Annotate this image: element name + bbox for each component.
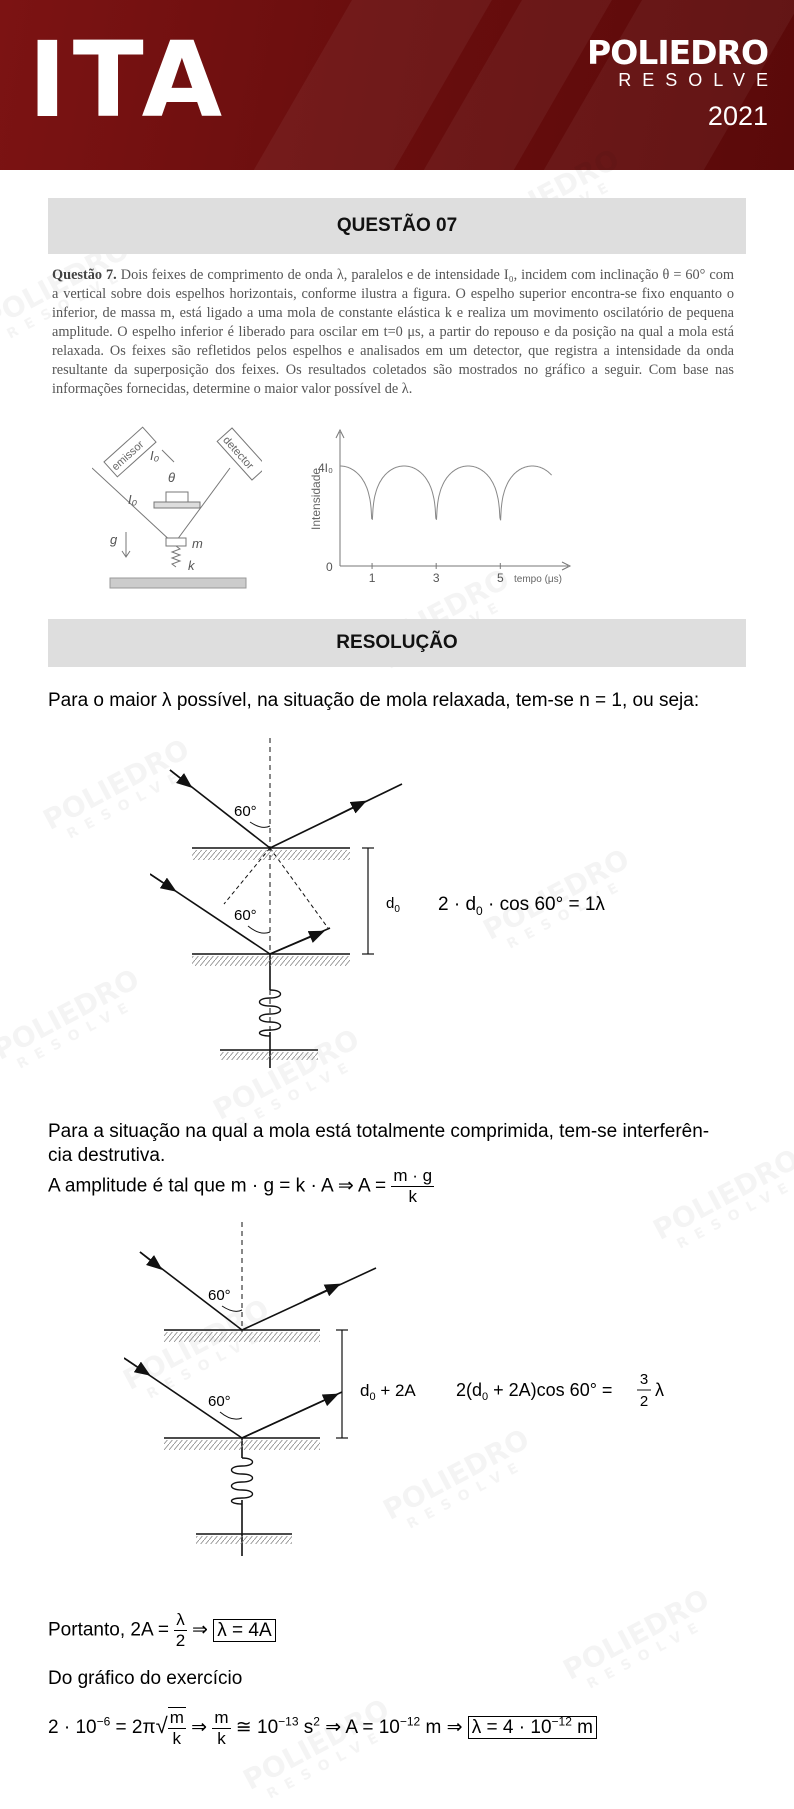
emissor-label: emissor [109, 438, 147, 474]
result-equation: Portanto, 2A = $\frac{\lambda}{2}$ ⇒ λ = 4A [48, 1610, 276, 1651]
intensity-series-line [340, 466, 552, 520]
d0-label: $d_0$ [386, 895, 400, 915]
intensity-chart [300, 426, 580, 586]
question-text [52, 266, 734, 399]
chart-xtick-label: 3 [432, 571, 440, 585]
chart-xlabel: tempo (μs) [514, 574, 562, 585]
chart-xtick-label: 5 [496, 571, 504, 585]
question-apparatus-figure [92, 420, 262, 595]
resolution-paragraph-1: Para o maior λ possível, na situação de mola relaxada, tem-se n = 1, ou seja: [48, 690, 700, 711]
g-label: g [110, 532, 118, 547]
distance-label: $d_0 + 2A$ [360, 1381, 416, 1403]
angle-label-bottom: 60° [208, 1393, 231, 1410]
theta-label: θ [168, 470, 176, 485]
amplitude-equation: A amplitude é tal que m · g = k · A ⇒ A = $\frac{m \cdot g}{k}$ [48, 1166, 433, 1206]
mirror-diagram-relaxed [150, 738, 620, 1078]
watermark [0, 965, 151, 1079]
question-bar: QUESTÃO 07 [48, 198, 746, 254]
final-equation: $2 \cdot 10^{-6} = 2\pi√$ $\frac{m}{k}$ ⇒ $\frac{m}{k}$ ≅ $10^{-13}$ $s^2$ ⇒ $A = 10^{-12}$ m ⇒ $\lambda = 4 \cdot 10^{-12}$ m [48, 1707, 597, 1749]
answer-box: λ = 4A [213, 1619, 275, 1642]
k-label: k [188, 558, 195, 573]
I0-label: I₀ [150, 448, 160, 463]
page-header [0, 0, 794, 170]
question-body: Dois feixes de comprimento de onda λ, paralelos e de intensidade I₀, incidem com inclinação θ = 60° com a vertical sobre dois espelhos horizontais, conforme ilustra a figura. O espelho superior encontra-se fixo enquanto o inferior, de massa m, está ligado a uma mola de constante elástica k e realiza um movimento oscilatório de pequena amplitude. O espelho inferior é liberado para oscilar em t=0 μs, a partir do repouso e da posição na qual a mola está relaxada. Os feixes são refletidos pelos espelhos e analisados em um detector, que registra a intensidade da onda resultante da superposição dos feixes. Os resultados coletados são mostrados no gráfico a seguir. Com base nas informações fornecidas, determine o maior valor possível de λ. [52, 267, 734, 397]
brand-name: POLIEDRO [587, 33, 768, 72]
chart-ytick-0: 0 [326, 560, 333, 574]
angle-label-top: 60° [234, 803, 257, 820]
fraction-den: 2 [639, 1393, 649, 1410]
chart-xtick-label: 1 [368, 571, 376, 585]
angle-label-bottom: 60° [234, 907, 257, 924]
exam-year: 2021 [707, 101, 768, 131]
chart-ytick-max: 4I₀ [318, 461, 333, 475]
question-label: Questão 7. [52, 267, 117, 283]
resolution-paragraph-5: Do gráfico do exercício [48, 1668, 243, 1689]
brand-sub: RESOLVE [618, 70, 779, 90]
mirror-diagram-compressed [124, 1222, 684, 1562]
m-label: m [192, 536, 203, 551]
equation-destructive: $2(d_0 + 2A)\cos$ 60° = [456, 1380, 613, 1403]
angle-label-top: 60° [208, 1287, 231, 1304]
final-answer-box: $\lambda = 4 \cdot 10^{-12}$ m [468, 1716, 597, 1739]
brand-logo [587, 33, 779, 134]
detector-label: detector [220, 434, 256, 472]
fraction-num: 3 [639, 1371, 649, 1388]
resolution-paragraph-2: Para a situação na qual a mola está totalmente comprimida, tem-se interferên- cia destrutiva. [48, 1121, 710, 1166]
chart-ylabel: Intensidade [309, 467, 323, 530]
watermark [559, 1585, 721, 1699]
resolution-bar: RESOLUÇÃO [48, 619, 746, 667]
exam-title: ITA [28, 19, 229, 141]
lambda-symbol: λ [655, 1380, 664, 1400]
equation-n1: $2 \cdot d_0 \cdot \cos 60^\circ = 1\lambda$ [438, 894, 605, 918]
I0-label: I₀ [128, 492, 138, 507]
